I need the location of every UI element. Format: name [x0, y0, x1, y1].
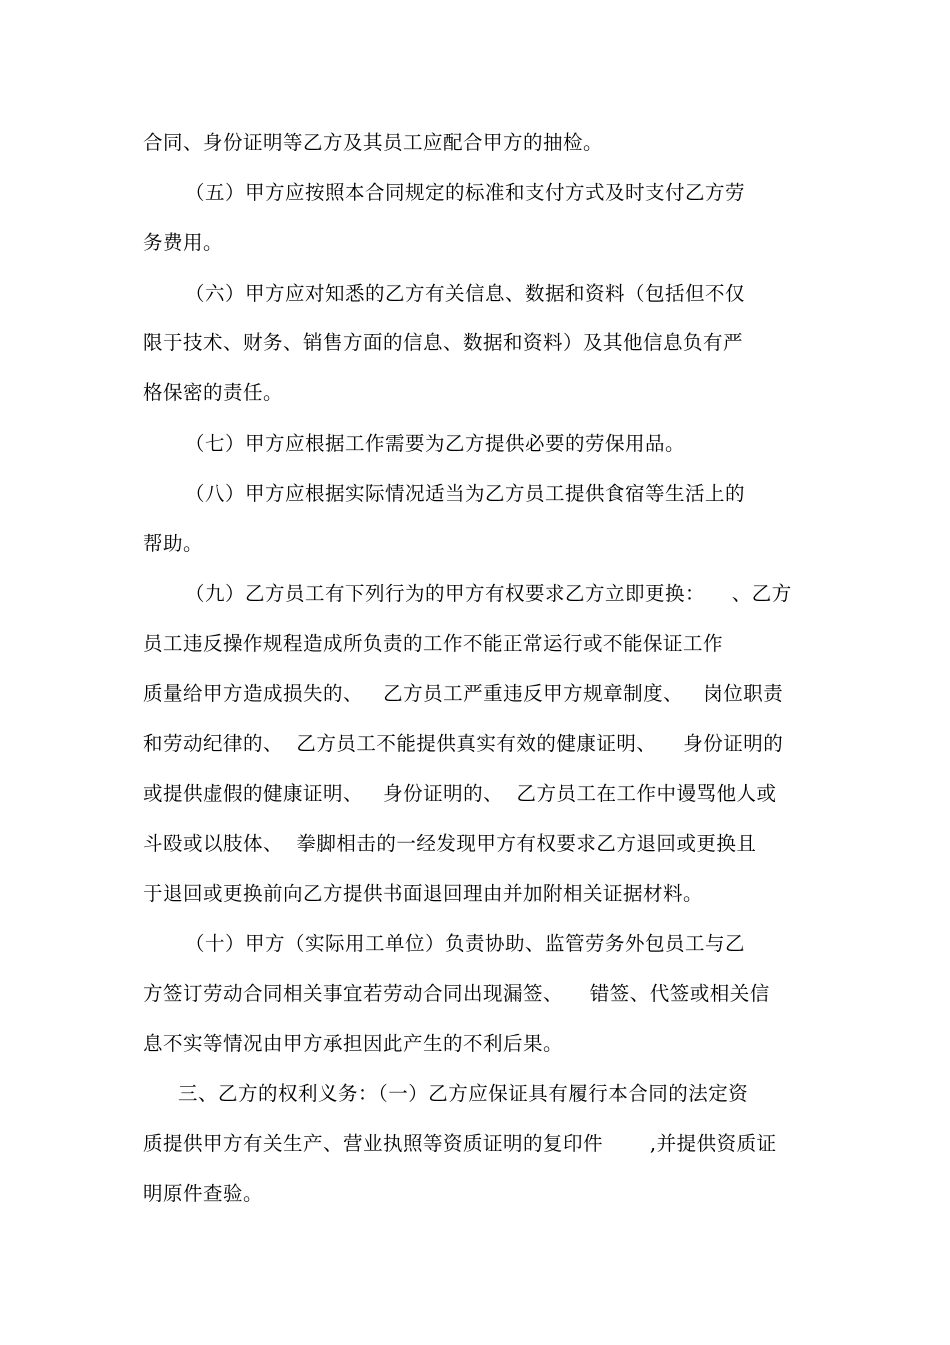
text-line-10: （九）乙方员工有下列行为的甲方有权要求乙方立即更换： 、乙方 [185, 582, 792, 605]
text-line-15: 斗殴或以肢体、 拳脚相击的一经发现甲方有权要求乙方退回或更换且 [143, 832, 757, 855]
text-line-13: 和劳动纪律的、 乙方员工不能提供真实有效的健康证明、 身份证明的 [143, 732, 784, 755]
text-line-16: 于退回或更换前向乙方提供书面退回理由并加附相关证据材料。 [143, 882, 704, 905]
text-line-21: 质提供甲方有关生产、营业执照等资质证明的复印件 ,并提供资质证 [143, 1132, 777, 1155]
text-line-8: （八）甲方应根据实际情况适当为乙方员工提供食宿等生活上的 [185, 482, 746, 505]
text-line-2: （五）甲方应按照本合同规定的标准和支付方式及时支付乙方劳 [185, 181, 746, 204]
text-line-22: 明原件查验。 [143, 1182, 264, 1205]
text-line-7: （七）甲方应根据工作需要为乙方提供必要的劳保用品。 [185, 432, 686, 455]
text-line-4: （六）甲方应对知悉的乙方有关信息、数据和资料（包括但不仅 [185, 282, 746, 305]
text-line-20: 三、乙方的权利义务：（一）乙方应保证具有履行本合同的法定资 [178, 1082, 749, 1105]
text-line-19: 息不实等情况由甲方承担因此产生的不利后果。 [143, 1032, 564, 1055]
text-line-14: 或提供虚假的健康证明、 身份证明的、 乙方员工在工作中谩骂他人或 [143, 782, 777, 805]
text-line-1: 合同、身份证明等乙方及其员工应配合甲方的抽检。 [143, 131, 604, 154]
text-line-18: 方签订劳动合同相关事宜若劳动合同出现漏签、 错签、代签或相关信 [143, 982, 770, 1005]
text-line-12: 质量给甲方造成损失的、 乙方员工严重违反甲方规章制度、 岗位职责 [143, 682, 784, 705]
text-line-17: （十）甲方（实际用工单位）负责协助、监管劳务外包员工与乙 [185, 932, 746, 955]
text-line-9: 帮助。 [143, 532, 204, 555]
text-line-3: 务费用。 [143, 231, 224, 254]
text-line-6: 格保密的责任。 [143, 381, 284, 404]
text-line-5: 限于技术、财务、销售方面的信息、数据和资料）及其他信息负有严 [143, 331, 744, 354]
text-line-11: 员工违反操作规程造成所负责的工作不能正常运行或不能保证工作 [143, 632, 724, 655]
